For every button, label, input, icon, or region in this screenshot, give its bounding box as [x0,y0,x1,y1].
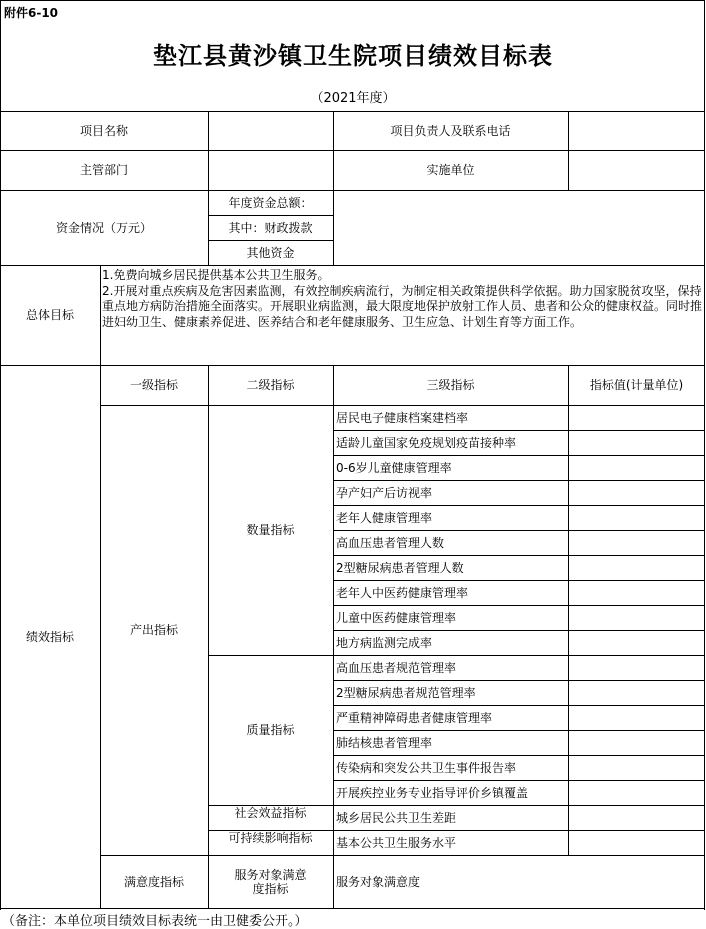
project-name-value [208,111,333,150]
output-indicator-label: 产出指标 [129,623,178,637]
quality-item-0: 高血压患者规范管理率 [336,660,457,675]
executing-unit-label: 实施单位 [426,163,475,177]
header-level3: 三级指标 [426,378,475,392]
year-label: （2021年度） [310,91,396,106]
quantity-item-5: 高血压患者管理人数 [336,535,445,550]
overall-goal-line-1: 1.免费向城乡居民提供基本公共卫生服务。 [102,268,330,282]
overall-goal-text [102,268,703,330]
performance-label: 绩效指标 [25,629,74,644]
quality-item-1: 2型糖尿病患者规范管理率 [336,685,476,700]
social-indicator-label: 社会效益指标 [234,806,307,820]
quantity-item-8: 儿童中医药健康管理率 [336,610,457,625]
quantity-item-4: 老年人健康管理率 [336,510,433,525]
page-title: 垫江县黄沙镇卫生院项目绩效目标表 [153,42,553,70]
header-level2: 二级指标 [246,378,295,392]
footer-note: （备注：本单位项目绩效目标表统一由卫健委公开。） [2,914,308,929]
sustain-item: 基本公共卫生服务水平 [336,835,457,850]
quality-item-3: 肺结核患者管理率 [336,735,433,750]
sustain-indicator-label: 可持续影响指标 [228,831,313,845]
attachment-label: 附件6-10 [4,6,59,20]
satisfaction-sub-label: 服务对象满意度指标 [234,867,307,896]
header-level1: 一级指标 [129,378,178,392]
quality-item-2: 严重精神障碍患者健康管理率 [336,710,493,725]
project-leader-value [568,111,705,150]
quantity-item-7: 老年人中医药健康管理率 [336,585,469,600]
quantity-item-2: 0-6岁儿童健康管理率 [336,460,452,475]
funds-other-label: 其他资金 [246,245,295,260]
overall-goal-line-2: 2.开展对重点疾病及危害因素监测，有效控制疾病流行，为制定相关政策提供科学依据。助力国家脱贫攻坚，保持重点地方病防治措施全面落实。开展职业病监测，最大限度地保护放射工作人员、患者和公众的健康权益。同时推进妇幼卫生、健康素养促进、医养结合和老年健康服务、卫生应急、计划生育等方面工作。 [102,283,703,329]
quality-item-5: 开展疾控业务专业指导评价乡镇覆盖 [336,785,529,800]
quality-indicator-label: 质量指标 [246,723,295,737]
funds-label: 资金情况（万元） [55,220,152,235]
overall-goal-label: 总体目标 [25,308,74,322]
quantity-item-1: 适龄儿童国家免疫规划疫苗接种率 [336,435,517,450]
satisfaction-item: 服务对象满意度 [336,874,421,889]
quantity-indicator-label: 数量指标 [246,523,295,537]
department-value [208,150,333,190]
funds-fiscal-label: 其中：财政拨款 [228,220,313,235]
executing-unit-value [568,150,705,190]
quantity-item-9: 地方病监测完成率 [336,635,433,650]
department-label: 主管部门 [79,163,128,177]
social-item: 城乡居民公共卫生差距 [336,810,457,825]
project-leader-label: 项目负责人及联系电话 [390,123,511,138]
project-name-label: 项目名称 [79,123,128,138]
quality-item-4: 传染病和突发公共卫生事件报告率 [336,760,517,775]
quantity-item-6: 2型糖尿病患者管理人数 [336,560,464,575]
quantity-item-0: 居民电子健康档案建档率 [336,410,469,425]
funds-total-label: 年度资金总额： [228,195,313,210]
quantity-item-3: 孕产妇产后访视率 [336,485,433,500]
satisfaction-indicator-label: 满意度指标 [123,874,184,889]
header-value: 指标值(计量单位) [589,378,684,392]
